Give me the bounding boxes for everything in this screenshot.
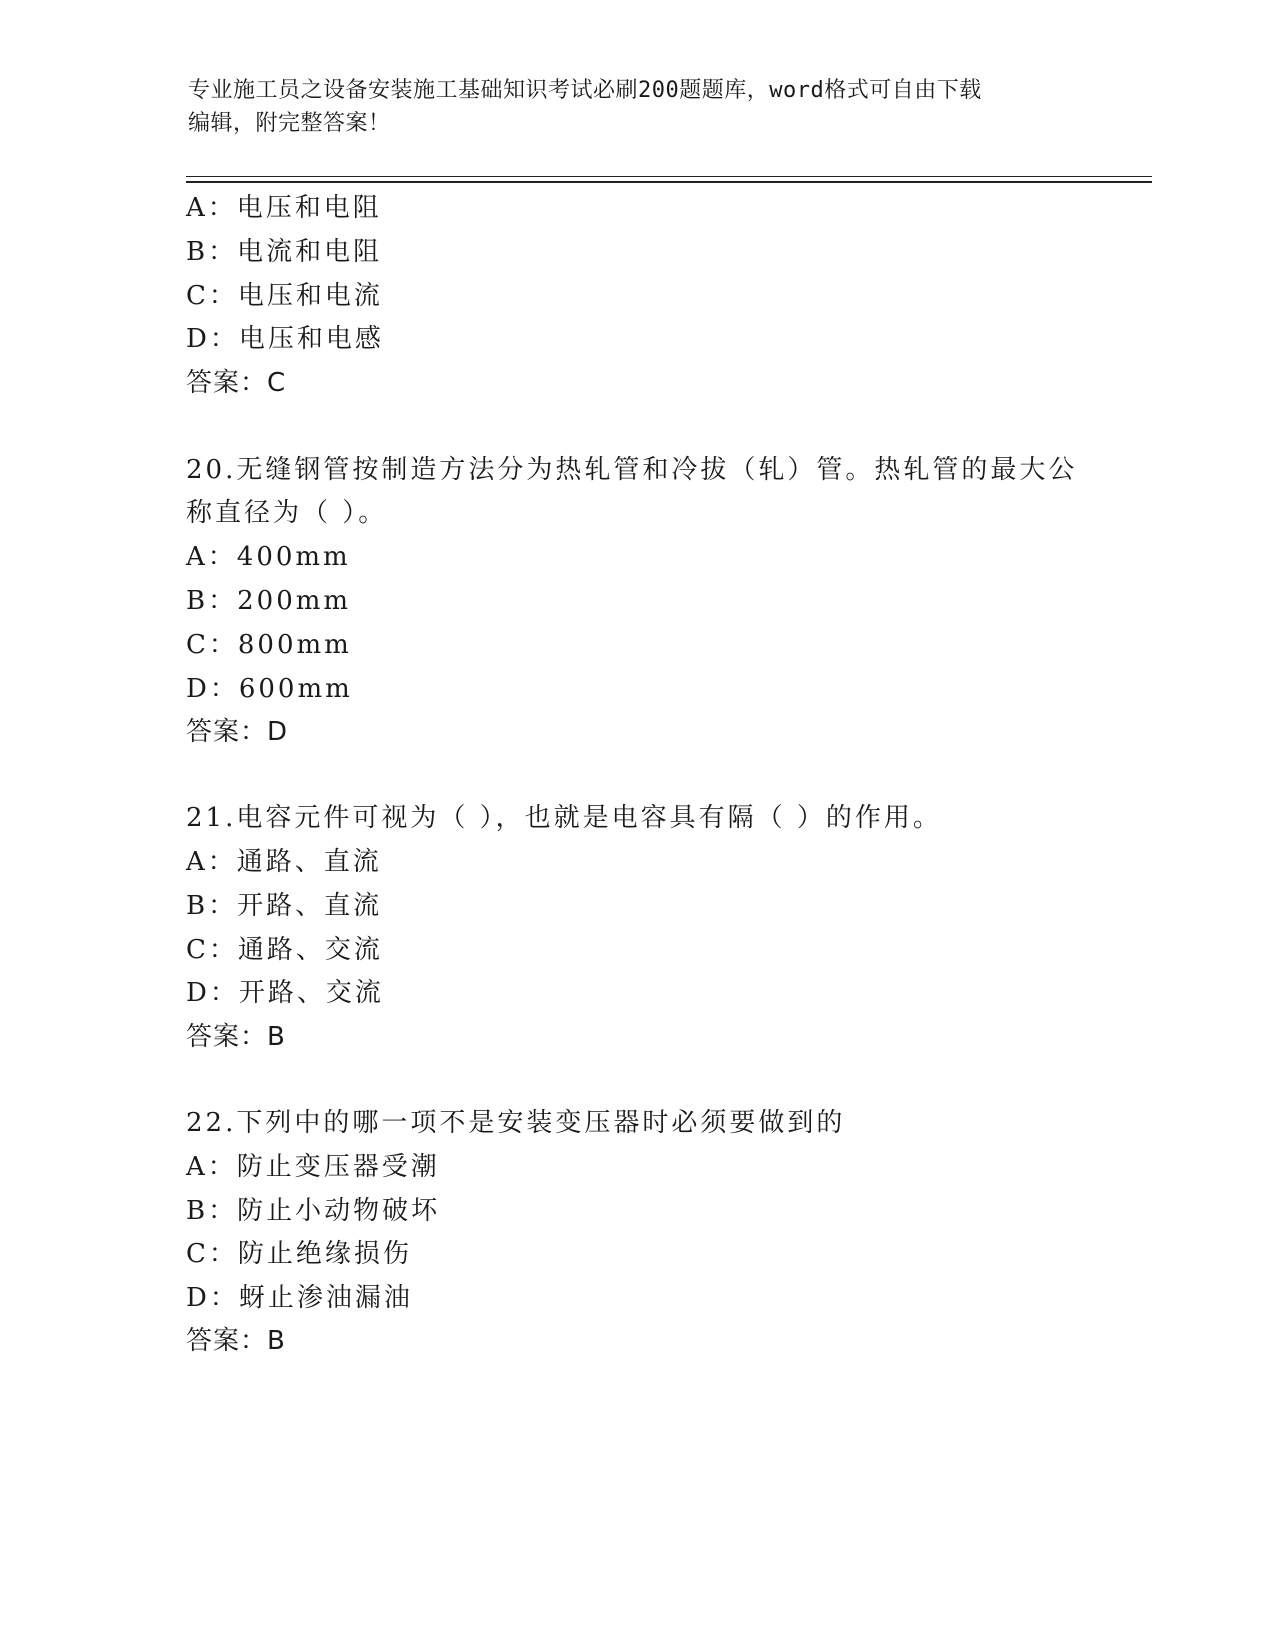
q21-option-a: A：通路、直流 bbox=[186, 847, 382, 877]
q20-option-a: A：400mm bbox=[186, 542, 351, 572]
q22-option-a: A：防止变压器受潮 bbox=[186, 1152, 440, 1182]
q21-option-c: C：通路、交流 bbox=[186, 935, 383, 965]
q19-option-c: C：电压和电流 bbox=[186, 281, 383, 311]
q19-option-d: D：电压和电感 bbox=[186, 324, 384, 354]
q19-option-b: B：电流和电阻 bbox=[186, 237, 383, 267]
q20-option-c: C：800mm bbox=[186, 630, 352, 660]
q20-option-b: B：200mm bbox=[186, 586, 352, 616]
header-divider-thick bbox=[186, 181, 1152, 183]
header-title-line-1: 专业施工员之设备安装施工基础知识考试必刷200题题库，word格式可自由下载 bbox=[188, 78, 982, 103]
q21-answer: 答案：B bbox=[186, 1022, 286, 1052]
header-divider-thin bbox=[186, 176, 1152, 177]
q22-answer: 答案：B bbox=[186, 1326, 286, 1356]
q21-option-d: D：开路、交流 bbox=[186, 978, 384, 1008]
q21-stem-line-1: 21.电容元件可视为（ ），也就是电容具有隔（ ）的作用。 bbox=[186, 803, 942, 833]
q22-option-d: D：蚜止渗油漏油 bbox=[186, 1283, 413, 1313]
q22-option-c: C：防止绝缘损伤 bbox=[186, 1239, 412, 1269]
document-header-title bbox=[188, 74, 1088, 140]
q22-option-b: B：防止小动物破坏 bbox=[186, 1196, 441, 1226]
q19-option-a: A：电压和电阻 bbox=[186, 193, 382, 223]
q20-option-d: D：600mm bbox=[186, 674, 353, 704]
q22-stem-line-1: 22.下列中的哪一项不是安装变压器时必须要做到的 bbox=[186, 1108, 846, 1138]
header-title-line-2: 编辑，附完整答案！ bbox=[188, 111, 391, 136]
q20-answer: 答案：D bbox=[186, 717, 289, 747]
q19-answer: 答案：C bbox=[186, 368, 287, 398]
q21-option-b: B：开路、直流 bbox=[186, 891, 383, 921]
q20-stem-line-2: 称直径为（ ）。 bbox=[186, 498, 388, 528]
q20-stem-line-1: 20.无缝钢管按制造方法分为热轧管和冷拔（轧）管。热轧管的最大公 bbox=[186, 455, 1078, 485]
